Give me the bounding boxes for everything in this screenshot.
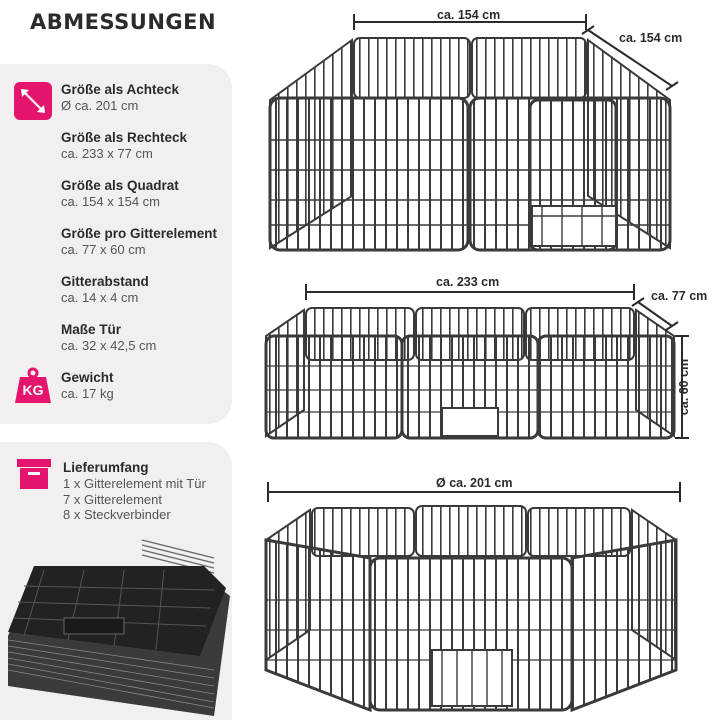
- square-depth-label: ca. 154 cm: [619, 31, 683, 45]
- square-width-label: ca. 154 cm: [437, 8, 501, 22]
- spec-grid-spacing: [61, 274, 149, 306]
- spec-title: Größe als Rechteck: [61, 130, 188, 145]
- spec-panel-size: [61, 226, 217, 258]
- delivery-item: 7 x Gitterelement: [63, 491, 162, 507]
- weight-icon-label: KG: [22, 382, 44, 398]
- spec-octagon: [61, 82, 179, 114]
- spec-title: Größe pro Gitterelement: [61, 226, 218, 241]
- spec-value: ca. 154 x 154 cm: [61, 194, 160, 209]
- spec-square: [61, 178, 179, 210]
- spec-door-size: [61, 322, 156, 354]
- delivery-title: Lieferumfang: [63, 460, 149, 475]
- spec-value: ca. 233 x 77 cm: [61, 146, 153, 161]
- page-title: ABMESSUNGEN: [30, 10, 217, 34]
- octagon-enclosure-image: [242, 470, 712, 720]
- spec-title: Größe als Achteck: [61, 82, 180, 97]
- rectangle-height-label: ca. 60 cm: [677, 358, 692, 416]
- box-icon: [16, 458, 52, 490]
- rectangle-enclosure-image: [242, 280, 712, 455]
- weight-icon: [14, 366, 52, 404]
- spec-value: ca. 32 x 42,5 cm: [61, 338, 157, 353]
- rectangle-depth-label: ca. 77 cm: [651, 289, 708, 303]
- spec-weight: [61, 370, 114, 402]
- rectangle-width-label: ca. 233 cm: [436, 275, 500, 289]
- delivery-item: 1 x Gitterelement mit Tür: [63, 476, 206, 491]
- delivery-contents: [63, 460, 206, 523]
- diagonal-size-icon: [14, 82, 52, 120]
- spec-title: Größe als Quadrat: [61, 178, 179, 193]
- spec-rectangle: [61, 130, 187, 162]
- delivery-item: 8 x Steckverbinder: [63, 507, 171, 522]
- stacked-panels-image: [4, 536, 230, 716]
- spec-title: Maße Tür: [61, 322, 122, 337]
- octagon-diameter-label: Ø ca. 201 cm: [436, 476, 513, 490]
- spec-title: Gitterabstand: [61, 274, 149, 289]
- spec-value: ca. 14 x 4 cm: [61, 290, 139, 305]
- spec-title: Gewicht: [61, 370, 114, 385]
- spec-value: ca. 77 x 60 cm: [61, 242, 146, 257]
- spec-value: Ø ca. 201 cm: [61, 98, 139, 113]
- spec-value: ca. 17 kg: [61, 386, 114, 401]
